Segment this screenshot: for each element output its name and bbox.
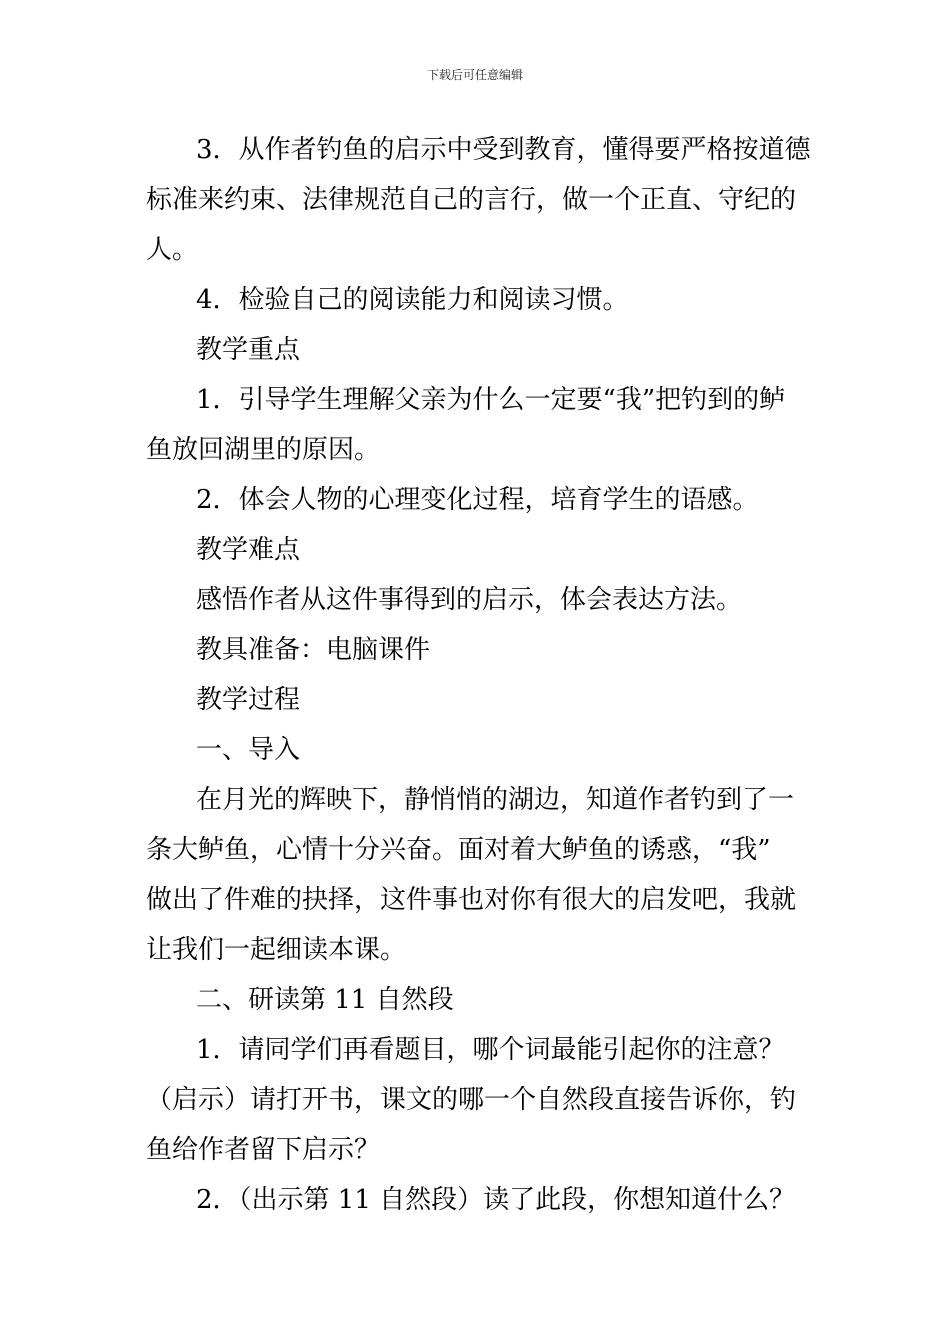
text-line: 2．（出示第 11 自然段）读了此段，你想知道什么？ bbox=[196, 1185, 796, 1215]
text-line: 鱼给作者留下启示？ bbox=[146, 1135, 381, 1165]
text-line: 鱼放回湖里的原因。 bbox=[146, 435, 381, 465]
section-heading: 一、导入 bbox=[196, 735, 301, 765]
text-line: 标准来约束、法律规范自己的言行，做一个正直、守纪的 bbox=[146, 185, 797, 215]
text-line: 2．体会人物的心理变化过程，培育学生的语感。 bbox=[196, 485, 759, 515]
section-heading: 教学难点 bbox=[196, 535, 301, 565]
text-line: 在月光的辉映下，静悄悄的湖边，知道作者钓到了一 bbox=[196, 785, 795, 815]
section-heading: 教学过程 bbox=[196, 685, 301, 715]
text-line: 教具准备：电脑课件 bbox=[196, 635, 431, 665]
page-header: 下载后可任意编辑 bbox=[426, 68, 523, 82]
text-line: 让我们一起细读本课。 bbox=[146, 935, 407, 965]
section-heading: 二、研读第 11 自然段 bbox=[196, 985, 454, 1015]
text-line: 1．引导学生理解父亲为什么一定要“我”把钓到的鲈 bbox=[196, 385, 786, 415]
text-line: 1．请同学们再看题目，哪个词最能引起你的注意？ bbox=[196, 1035, 785, 1065]
text-line: 4．检验自己的阅读能力和阅读习惯。 bbox=[196, 285, 629, 315]
text-line: 人。 bbox=[146, 235, 199, 265]
text-line: （启示）请打开书，课文的哪一个自然段直接告诉你，钓 bbox=[146, 1085, 797, 1115]
text-line: 做出了件难的抉择，这件事也对你有很大的启发吧，我就 bbox=[146, 885, 797, 915]
text-line: 感悟作者从这件事得到的启示，体会表达方法。 bbox=[196, 585, 743, 615]
text-line: 条大鲈鱼，心情十分兴奋。面对着大鲈鱼的诱惑，“我” bbox=[146, 835, 771, 865]
section-heading: 教学重点 bbox=[196, 335, 301, 365]
text-line: 3．从作者钓鱼的启示中受到教育，懂得要严格按道德 bbox=[196, 135, 811, 165]
